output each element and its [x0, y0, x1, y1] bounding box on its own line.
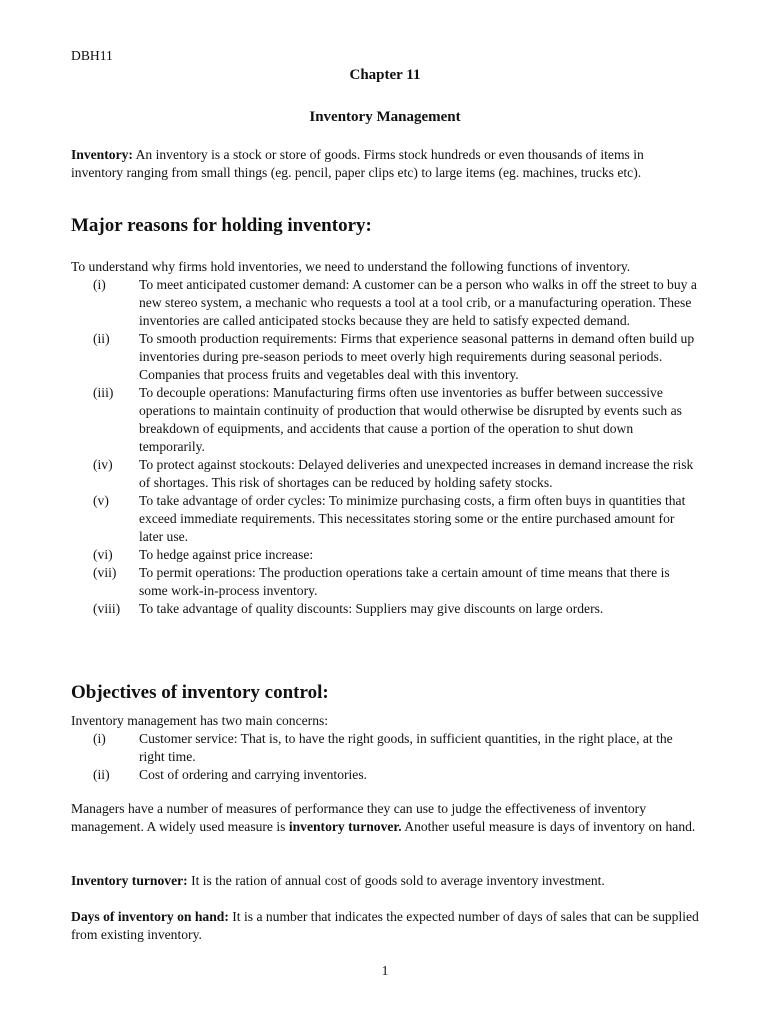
- list-item: [71, 766, 699, 784]
- inventory-text: An inventory is a stock or store of goods. Firms stock hundreds or even thousands of items in inventory ranging from small things (eg. pencil, paper clips etc) to large items (eg. machines, trucks etc).: [71, 147, 644, 180]
- list-item: [71, 730, 699, 766]
- list-item-number: (ii): [93, 767, 110, 782]
- document-page: [71, 0, 699, 1024]
- list-item: [71, 384, 699, 456]
- list-item-number: (ii): [93, 331, 110, 346]
- reasons-heading: Major reasons for holding inventory:: [71, 215, 372, 236]
- list-item-text: To hedge against price increase:: [139, 547, 314, 562]
- list-item-number: (iii): [93, 385, 114, 400]
- list-item-text: To meet anticipated customer demand: A customer can be a person who walks in off the street to buy a new stereo system, a mechanic who requests a tool at a tool crib, or a manufacturing operation. These inventories are called anticipated stocks because they are held to satisfy expected demand.: [139, 277, 697, 328]
- turnover-text: It is the ration of annual cost of goods sold to average inventory investment.: [187, 873, 605, 888]
- list-item-number: (vi): [93, 547, 113, 562]
- list-item-text: Customer service: That is, to have the right goods, in sufficient quantities, in the right place, at the right time.: [139, 731, 673, 764]
- objectives-heading: Objectives of inventory control:: [71, 682, 329, 703]
- inventory-term: Inventory:: [71, 147, 133, 162]
- managers-text-before: Managers have a number of measures of performance they can use to judge the effectiveness of inventory management. A widely used measure is: [71, 801, 646, 834]
- list-item: [71, 564, 699, 600]
- turnover-definition: [71, 872, 699, 890]
- reasons-intro: To understand why firms hold inventories, we need to understand the following functions of inventory.: [71, 259, 631, 274]
- list-item-number: (viii): [93, 601, 121, 616]
- document-code: DBH11: [71, 48, 113, 63]
- list-item-number: (vii): [93, 565, 117, 580]
- list-item-text: To protect against stockouts: Delayed deliveries and unexpected increases in demand increase the risk of shortages. This risk of shortages can be reduced by holding safety stocks.: [139, 457, 694, 490]
- list-item: [71, 276, 699, 330]
- days-definition: [71, 908, 699, 944]
- page-number: 1: [381, 963, 389, 978]
- page-title: Inventory Management: [309, 109, 461, 125]
- days-term: Days of inventory on hand:: [71, 909, 229, 924]
- list-item-number: (v): [93, 493, 109, 508]
- list-item-text: To take advantage of order cycles: To minimize purchasing costs, a firm often buys in quantities that exceed immediate requirements. This necessitates storing some or the entire purchased amount for later use.: [139, 493, 686, 544]
- managers-text-after: Another useful measure is days of inventory on hand.: [401, 819, 696, 834]
- objectives-intro: Inventory management has two main concerns:: [71, 713, 329, 728]
- reasons-list: [71, 276, 699, 618]
- list-item-text: To smooth production requirements: Firms that experience seasonal patterns in demand often build up inventories during pre-season periods to meet overly high requirements during seasonal periods. Companies that process fruits and vegetables deal with this inventory.: [139, 331, 695, 382]
- list-item-text: To take advantage of quality discounts: Suppliers may give discounts on large orders.: [139, 601, 604, 616]
- turnover-term: Inventory turnover:: [71, 873, 188, 888]
- chapter-title: Chapter 11: [349, 67, 421, 83]
- list-item-text: Cost of ordering and carrying inventories.: [139, 767, 368, 782]
- list-item: [71, 546, 699, 564]
- list-item: [71, 456, 699, 492]
- managers-bold-term: inventory turnover.: [288, 819, 402, 834]
- inventory-definition: [71, 146, 699, 182]
- list-item-number: (i): [93, 277, 106, 292]
- list-item-text: To permit operations: The production operations take a certain amount of time means that there is some work-in-process inventory.: [139, 565, 670, 598]
- list-item-text: To decouple operations: Manufacturing firms often use inventories as buffer between successive operations to maintain continuity of production that would otherwise be disrupted by events such as breakdown of equipments, and accidents that cause a portion of the operation to shut down temporarily.: [139, 385, 682, 454]
- days-text: It is a number that indicates the expected number of days of sales that can be supplied from existing inventory.: [71, 909, 699, 942]
- objectives-list: [71, 730, 699, 784]
- list-item: [71, 492, 699, 546]
- list-item: [71, 330, 699, 384]
- managers-paragraph: [71, 800, 699, 836]
- list-item-number: (iv): [93, 457, 113, 472]
- list-item-number: (i): [93, 731, 106, 746]
- list-item: [71, 600, 699, 618]
